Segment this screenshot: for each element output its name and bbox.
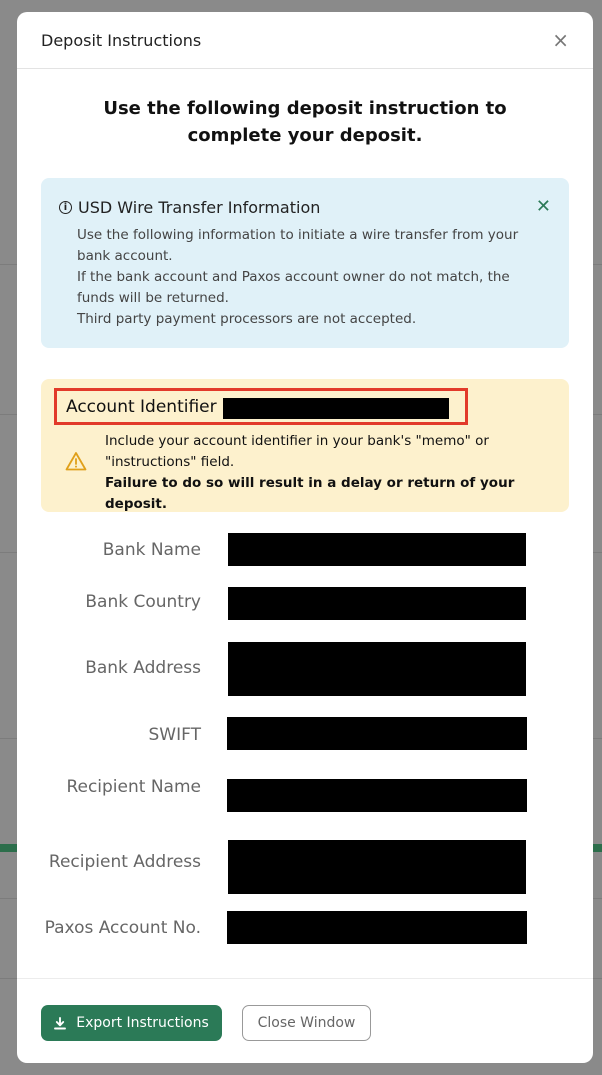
page-title: Use the following deposit instruction to complete your deposit.: [103, 98, 507, 146]
wire-info-alert: [41, 178, 569, 348]
detail-value-redacted: [227, 911, 527, 944]
info-close-icon[interactable]: ✕: [535, 196, 551, 217]
export-instructions-button[interactable]: [41, 1005, 222, 1041]
warning-strong: Failure to do so will result in a delay or return of your deposit.: [105, 475, 515, 512]
modal-title: Deposit Instructions: [41, 30, 202, 50]
detail-value-redacted: [227, 779, 527, 812]
detail-label: Bank Address: [85, 658, 201, 678]
account-identifier-highlight: [54, 388, 468, 425]
account-identifier-warning: [41, 379, 569, 512]
warning-icon: [65, 451, 87, 471]
detail-label: Recipient Name: [66, 777, 201, 797]
detail-label: Bank Country: [85, 592, 201, 612]
info-title: USD Wire Transfer Information: [78, 198, 321, 217]
info-line: Use the following information to initiate a wire transfer from your bank account.: [77, 227, 519, 264]
detail-value-redacted: [227, 717, 527, 750]
detail-label: Recipient Address: [48, 852, 201, 872]
info-lines: [59, 225, 549, 330]
info-line: If the bank account and Paxos account owner do not match, the funds will be returned.: [77, 269, 510, 306]
detail-value-redacted: [228, 642, 526, 696]
info-line: Third party payment processors are not accepted.: [77, 311, 417, 327]
detail-label: Paxos Account No.: [44, 918, 201, 938]
detail-label: SWIFT: [148, 725, 201, 745]
detail-value-redacted: [228, 533, 526, 566]
detail-value-redacted: [228, 840, 526, 894]
info-circle-icon: i: [59, 201, 72, 214]
export-instructions-label: Export Instructions: [76, 1015, 209, 1031]
deposit-instructions-modal: [17, 12, 593, 1063]
detail-label: Bank Name: [102, 540, 201, 560]
detail-value-redacted: [228, 587, 526, 620]
warning-text: [105, 431, 555, 515]
warning-instruction: Include your account identifier in your bank's "memo" or "instructions" field.: [105, 433, 489, 470]
account-identifier-redacted: [223, 398, 449, 419]
modal-footer: [17, 978, 593, 1063]
modal-header: [17, 12, 593, 69]
close-icon[interactable]: ×: [552, 28, 569, 52]
close-window-button[interactable]: Close Window: [242, 1005, 371, 1041]
account-identifier-label: Account Identifier: [66, 396, 217, 417]
download-icon: [54, 1017, 66, 1030]
